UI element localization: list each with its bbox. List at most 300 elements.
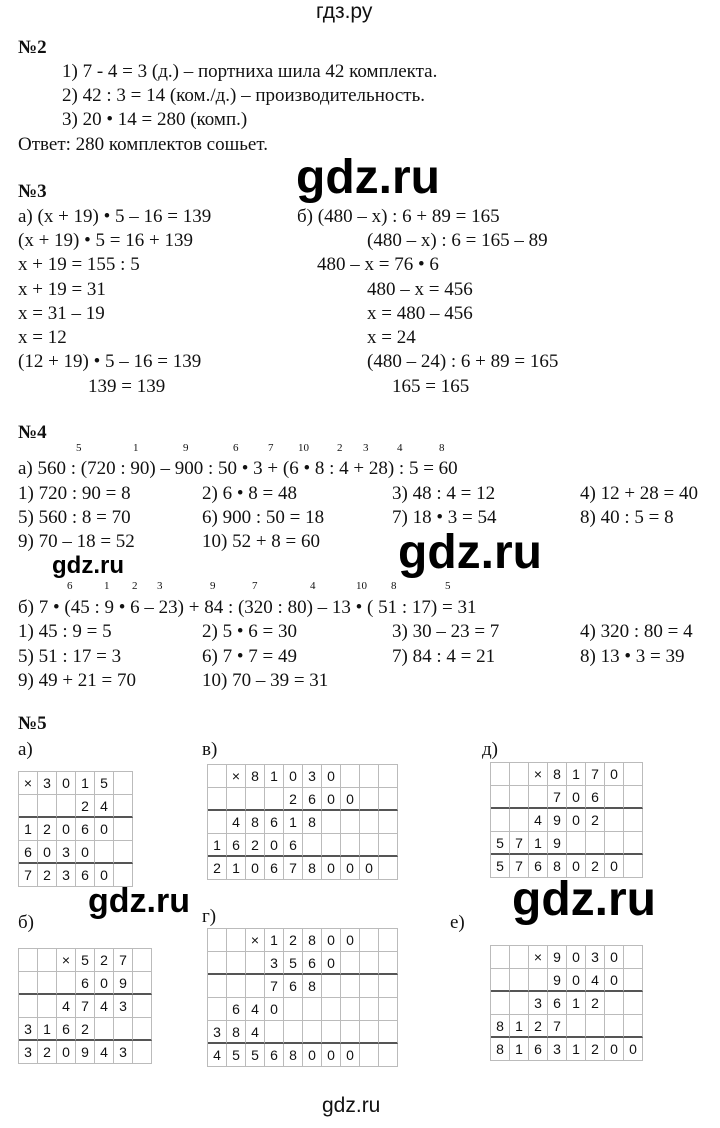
grid-cell: 0 [57,772,76,795]
order-number: 3 [157,580,163,592]
grid-cell: 3 [208,1021,227,1044]
grid-cell: 9 [76,1041,95,1064]
grid-cell: 3 [586,946,605,969]
order-number: 6 [233,442,239,454]
grid-cell [38,795,57,818]
grid-cell [360,1021,379,1044]
grid-cell: 1 [529,832,548,855]
grid-cell: 8 [303,975,322,998]
grid-cell: 3 [265,952,284,975]
grid-cell: 4 [246,1021,265,1044]
order-number: 7 [252,580,258,592]
task-3-right-line: б) (480 – x) : 6 + 89 = 165 [297,206,500,227]
task-2-line: 3) 20 • 14 = 280 (комп.) [62,109,248,130]
step: 1) 720 : 90 = 8 [18,483,131,504]
step: 9) 70 – 18 = 52 [18,531,135,552]
grid-row [19,1018,152,1041]
multiplication-grid [18,948,152,1064]
grid-cell: 0 [322,929,341,952]
grid-cell: 0 [567,809,586,832]
task-3-left-line: x + 19 = 31 [18,279,106,300]
grid-cell: 9 [548,946,567,969]
step: 5) 51 : 17 = 3 [18,646,122,667]
grid-row [208,975,398,998]
grid-cell: 5 [284,952,303,975]
grid-cell [322,1021,341,1044]
grid-cell: 0 [624,1038,643,1061]
watermark: gdz.ru [512,873,656,926]
grid-cell [208,975,227,998]
grid-cell [491,946,510,969]
order-number: 4 [397,442,403,454]
task-2-line: 2) 42 : 3 = 14 (ком./д.) – производительность. [62,85,425,106]
grid-cell: 1 [265,929,284,952]
grid-cell [322,998,341,1021]
grid-cell: 0 [605,1038,624,1061]
grid-cell: 0 [246,857,265,880]
task-3-right-line: x = 480 – 456 [367,303,473,324]
grid-cell: 0 [567,855,586,878]
grid-cell: 0 [303,1044,322,1067]
grid-cell: 0 [341,788,360,811]
grid-row [208,834,398,857]
grid-cell: 0 [322,1044,341,1067]
grid-cell: 2 [529,1015,548,1038]
grid-cell: 0 [322,765,341,788]
grid-cell: 2 [38,864,57,887]
grid-cell [38,949,57,972]
grid-cell [19,949,38,972]
order-number: 4 [310,580,316,592]
grid-cell: 6 [76,972,95,995]
grid-cell: × [57,949,76,972]
grid-cell [379,834,398,857]
grid-cell: 8 [284,1044,303,1067]
grid-cell: 8 [303,929,322,952]
grid-cell: 0 [265,998,284,1021]
grid-cell: 9 [114,972,133,995]
watermark: gdz.ru [52,552,124,579]
grid-cell [208,998,227,1021]
grid-cell [624,992,643,1015]
grid-cell [379,952,398,975]
grid-cell [379,788,398,811]
grid-cell [379,765,398,788]
multiplication-grid [18,771,133,887]
subtask-label: е) [450,912,465,933]
grid-row [491,832,643,855]
grid-cell: 6 [57,1018,76,1041]
multiplication-grid [490,762,643,878]
order-number: 6 [67,580,73,592]
grid-cell [114,841,133,864]
grid-cell [624,809,643,832]
grid-cell: 9 [548,809,567,832]
task-2-answer: Ответ: 280 комплектов сошьет. [18,134,268,155]
grid-row [491,1015,643,1038]
grid-cell: 0 [605,969,624,992]
grid-cell: 0 [76,841,95,864]
grid-row [491,1038,643,1061]
grid-cell: × [19,772,38,795]
step: 4) 320 : 80 = 4 [580,621,693,642]
step: 7) 84 : 4 = 21 [392,646,496,667]
grid-cell [246,952,265,975]
order-number: 5 [445,580,451,592]
grid-cell [246,788,265,811]
grid-cell [586,1015,605,1038]
grid-cell: 3 [114,995,133,1018]
grid-cell: 2 [586,992,605,1015]
grid-cell [360,834,379,857]
grid-cell: 6 [284,834,303,857]
task-4a-expression: а) 560 : (720 : 90) – 900 : 50 • 3 + (6 • 8 : 4 + 28) : 5 = 60 [18,458,458,479]
grid-cell: 7 [284,857,303,880]
grid-cell: 2 [208,857,227,880]
grid-cell: 6 [303,952,322,975]
grid-cell [491,992,510,1015]
grid-cell [19,995,38,1018]
grid-cell: 3 [57,841,76,864]
grid-cell: 0 [38,841,57,864]
grid-cell [57,795,76,818]
grid-cell [95,1018,114,1041]
grid-cell: 8 [227,1021,246,1044]
grid-row [19,864,133,887]
grid-cell [379,857,398,880]
grid-cell: 3 [114,1041,133,1064]
grid-cell: 6 [265,811,284,834]
grid-cell: 0 [567,786,586,809]
watermark: gdz.ru [398,526,542,579]
grid-cell [341,765,360,788]
grid-cell: 6 [265,1044,284,1067]
step: 10) 70 – 39 = 31 [202,670,329,691]
grid-cell [114,795,133,818]
grid-cell [38,972,57,995]
task-3-right-line: 480 – x = 76 • 6 [317,254,439,275]
grid-cell: 3 [38,772,57,795]
grid-cell: 7 [548,1015,567,1038]
grid-cell [605,992,624,1015]
grid-cell [341,998,360,1021]
grid-cell: × [529,946,548,969]
grid-cell [491,809,510,832]
task-3-title: №3 [18,181,47,202]
task-2-line: 1) 7 - 4 = 3 (д.) – портниха шила 42 комплекта. [62,61,438,82]
grid-cell [95,841,114,864]
task-3-left-line: 139 = 139 [88,376,166,397]
grid-cell: 1 [19,818,38,841]
grid-cell [246,975,265,998]
task-2-title: №2 [18,37,47,58]
grid-cell [379,1044,398,1067]
grid-cell: 0 [605,855,624,878]
subtask-label: б) [18,912,34,933]
order-number: 1 [133,442,139,454]
grid-cell: 3 [548,1038,567,1061]
grid-cell: 6 [586,786,605,809]
grid-row [19,841,133,864]
grid-row [491,763,643,786]
step: 8) 13 • 3 = 39 [580,646,685,667]
grid-row [491,809,643,832]
grid-cell [227,929,246,952]
grid-cell: 0 [605,946,624,969]
task-3-left-line: а) (x + 19) • 5 – 16 = 139 [18,206,212,227]
grid-cell [360,765,379,788]
grid-cell: × [227,765,246,788]
grid-cell [322,975,341,998]
order-number: 10 [356,580,367,592]
grid-cell [133,1041,152,1064]
grid-cell: 7 [114,949,133,972]
grid-cell: 8 [548,763,567,786]
grid-cell: 7 [19,864,38,887]
grid-row [208,765,398,788]
step: 9) 49 + 21 = 70 [18,670,137,691]
grid-cell: 3 [303,765,322,788]
grid-cell: 4 [208,1044,227,1067]
grid-cell [379,811,398,834]
grid-row [491,992,643,1015]
task-4b-expression: б) 7 • (45 : 9 • 6 – 23) + 84 : (320 : 80) – 13 • ( 51 : 17) = 31 [18,597,477,618]
grid-cell [379,975,398,998]
order-number: 10 [298,442,309,454]
grid-cell: 0 [322,788,341,811]
grid-cell: 8 [246,811,265,834]
task-3-left-line: (x + 19) • 5 = 16 + 139 [18,230,193,251]
grid-cell: 6 [284,975,303,998]
grid-cell: 5 [95,772,114,795]
grid-cell: 0 [284,765,303,788]
order-number: 8 [391,580,397,592]
grid-cell: 6 [19,841,38,864]
grid-cell [284,1021,303,1044]
grid-cell [379,929,398,952]
grid-cell: 4 [529,809,548,832]
task-3-left-line: (12 + 19) • 5 – 16 = 139 [18,351,202,372]
grid-cell [265,1021,284,1044]
grid-cell [208,952,227,975]
grid-cell [208,811,227,834]
order-number: 3 [363,442,369,454]
grid-cell: 9 [548,969,567,992]
grid-cell: 8 [491,1015,510,1038]
step: 4) 12 + 28 = 40 [580,483,699,504]
grid-cell [491,763,510,786]
grid-cell [510,809,529,832]
grid-cell: 2 [38,1041,57,1064]
grid-cell: 9 [548,832,567,855]
grid-row [19,772,133,795]
grid-cell [114,772,133,795]
grid-cell: 3 [57,864,76,887]
grid-cell: 0 [360,857,379,880]
grid-cell [322,811,341,834]
grid-cell: 2 [284,929,303,952]
grid-cell: 3 [19,1041,38,1064]
grid-cell [341,952,360,975]
grid-cell [624,946,643,969]
grid-cell: 4 [95,1041,114,1064]
grid-cell: 8 [491,1038,510,1061]
task-3-right-line: (480 – x) : 6 = 165 – 89 [367,230,548,251]
task-3-right-line: 480 – x = 456 [367,279,473,300]
grid-row [491,855,643,878]
task-3-left-line: x + 19 = 155 : 5 [18,254,140,275]
grid-cell [491,969,510,992]
grid-cell: 2 [586,855,605,878]
grid-cell [379,1021,398,1044]
grid-cell: 2 [586,809,605,832]
grid-row [491,946,643,969]
watermark: gdz.ru [296,151,440,204]
grid-cell [114,864,133,887]
grid-cell [360,998,379,1021]
watermark: gdz.ru [88,882,190,920]
grid-cell [133,972,152,995]
grid-cell [133,1018,152,1041]
order-number: 5 [76,442,82,454]
grid-cell [265,788,284,811]
grid-cell: 0 [95,972,114,995]
subtask-label: г) [202,906,217,927]
step: 3) 48 : 4 = 12 [392,483,496,504]
grid-cell [114,818,133,841]
grid-cell: 4 [95,995,114,1018]
grid-cell: 0 [341,857,360,880]
grid-cell: 8 [303,811,322,834]
grid-cell: 1 [265,765,284,788]
grid-cell [510,763,529,786]
grid-cell: 6 [265,857,284,880]
grid-row [491,786,643,809]
grid-cell: 5 [246,1044,265,1067]
grid-cell: 1 [227,857,246,880]
grid-cell [605,832,624,855]
step: 1) 45 : 9 = 5 [18,621,112,642]
grid-cell: 2 [586,1038,605,1061]
grid-cell [510,786,529,809]
grid-cell [510,992,529,1015]
grid-cell: 1 [567,992,586,1015]
grid-cell [567,832,586,855]
grid-cell: 7 [76,995,95,1018]
grid-cell: 6 [227,998,246,1021]
grid-cell: 2 [246,834,265,857]
grid-cell: 0 [605,763,624,786]
grid-row [19,995,152,1018]
step: 6) 7 • 7 = 49 [202,646,297,667]
subtask-label: д) [482,739,498,760]
order-number: 7 [268,442,274,454]
grid-cell: 1 [208,834,227,857]
grid-cell: × [246,929,265,952]
order-number: 8 [439,442,445,454]
grid-cell: 4 [227,811,246,834]
grid-row [208,788,398,811]
subtask-label: а) [18,739,33,760]
grid-row [208,1021,398,1044]
grid-cell: 8 [548,855,567,878]
grid-cell [567,1015,586,1038]
grid-cell: 6 [529,1038,548,1061]
grid-cell [19,972,38,995]
step: 5) 560 : 8 = 70 [18,507,131,528]
grid-cell [360,1044,379,1067]
grid-cell: 6 [529,855,548,878]
grid-cell: 1 [567,763,586,786]
grid-cell: 0 [95,818,114,841]
grid-cell [605,1015,624,1038]
grid-cell: 5 [491,832,510,855]
grid-cell [322,834,341,857]
grid-cell: × [529,763,548,786]
grid-cell: 3 [529,992,548,1015]
task-4-title: №4 [18,422,47,443]
grid-cell [586,832,605,855]
task-5-title: №5 [18,713,47,734]
grid-cell [624,832,643,855]
grid-cell: 5 [227,1044,246,1067]
step: 6) 900 : 50 = 18 [202,507,325,528]
grid-cell: 7 [586,763,605,786]
grid-cell: 1 [38,1018,57,1041]
multiplication-grid [207,764,398,880]
grid-cell [360,929,379,952]
grid-row [491,969,643,992]
grid-cell [133,949,152,972]
step: 2) 6 • 8 = 48 [202,483,297,504]
grid-cell: 0 [341,1044,360,1067]
grid-cell: 8 [246,765,265,788]
grid-cell [19,795,38,818]
grid-cell [208,929,227,952]
grid-cell: 0 [322,952,341,975]
order-number: 9 [210,580,216,592]
order-number: 2 [337,442,343,454]
grid-cell: 4 [586,969,605,992]
step: 7) 18 • 3 = 54 [392,507,497,528]
grid-cell [341,811,360,834]
grid-cell [624,786,643,809]
grid-cell: 7 [265,975,284,998]
grid-cell [341,975,360,998]
grid-cell [605,809,624,832]
grid-cell: 7 [548,786,567,809]
grid-row [19,1041,152,1064]
grid-cell: 1 [284,811,303,834]
grid-cell [208,765,227,788]
grid-cell: 8 [303,857,322,880]
grid-cell [284,998,303,1021]
step: 8) 40 : 5 = 8 [580,507,674,528]
grid-cell: 0 [567,946,586,969]
site-header: гдз.ру [316,0,373,23]
site-footer: gdz.ru [322,1094,381,1117]
grid-row [19,972,152,995]
grid-cell: 4 [95,795,114,818]
grid-cell: 6 [76,864,95,887]
grid-cell: 1 [567,1038,586,1061]
grid-cell: 5 [76,949,95,972]
grid-cell [510,969,529,992]
grid-cell: 4 [246,998,265,1021]
grid-row [208,929,398,952]
grid-row [208,811,398,834]
grid-row [19,818,133,841]
